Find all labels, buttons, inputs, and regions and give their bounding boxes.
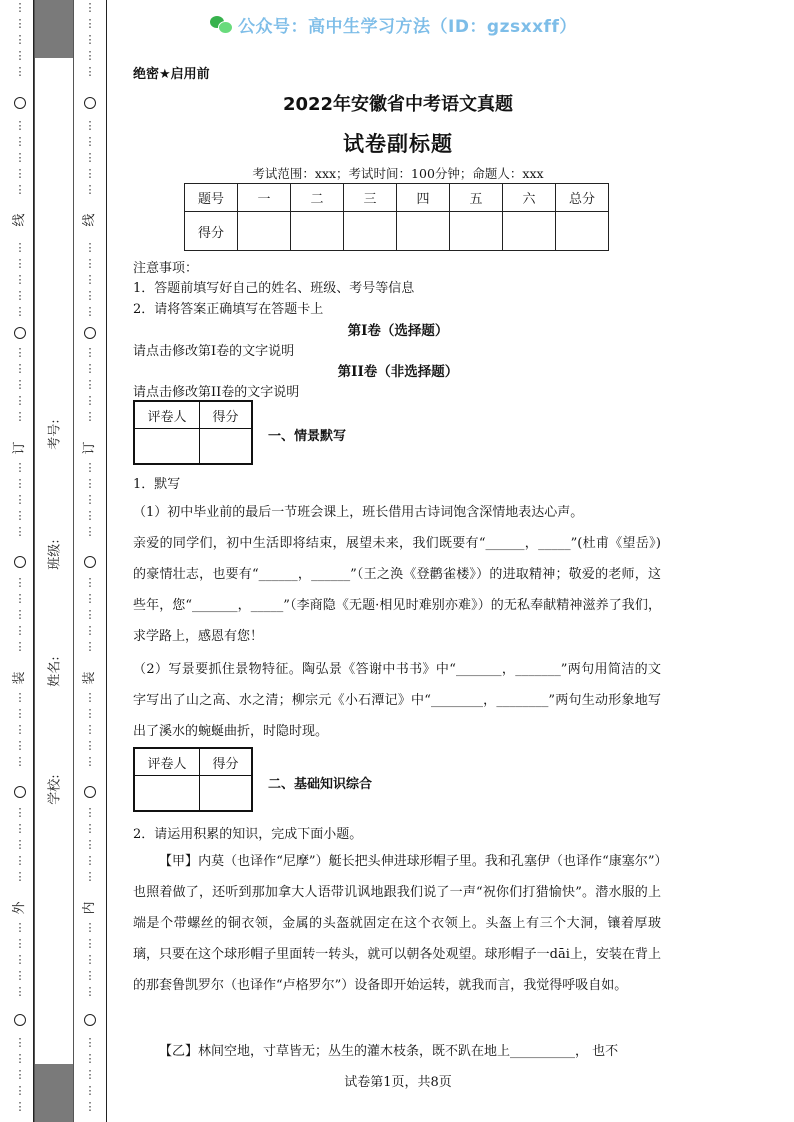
question1-part1-passage: 亲爱的同学们，初中生活即将结束，展望未来，我们既要有“______，_____”(杜甫《望岳》)的豪情壮志，也要有“______，______”（王之涣《登鹳雀楼》）的进取精神；敬爱的老师，这些年，您“_______，_____”（李商隐《无题·相见时难别亦难》）的无私奉献精神滋养了我们，求学路上，感恩有您！ — [133, 536, 661, 644]
score-cell[interactable] — [450, 212, 503, 251]
passage-yi: 【乙】林间空地，寸草皆无；丛生的灌木枝条，既不趴在地上__________， 也不 — [159, 1044, 619, 1059]
volume1-heading: 第I卷（选择题） — [347, 323, 449, 339]
score-cell[interactable] — [503, 212, 556, 251]
dotted-line-outer: ⋮ ⋮ ⋮ ⋮ ⋮ — [14, 461, 26, 538]
dotted-line-outer: ⋮ ⋮ ⋮ ⋮ ⋮ — [14, 806, 26, 883]
cut-mark-bind: 装 — [12, 671, 27, 685]
score-cell[interactable] — [556, 212, 609, 251]
question1-part1-intro: （1）初中毕业前的最后一节班会课上，班长借用古诗词饱含深情地表达心声。 — [133, 505, 584, 520]
dotted-line-inner: ⋮ ⋮ ⋮ ⋮ ⋮ — [84, 1, 96, 78]
grader-score-cell[interactable] — [200, 429, 253, 465]
binding-circle — [14, 327, 26, 339]
label-class: 班级: — [47, 539, 63, 570]
gray-block-top — [35, 0, 73, 58]
question1-part2: （2）写景要抓住景物特征。陶弘景《答谢中书书》中“_______，_______”两句用简洁的文字写出了山之高、水之清；柳宗元《小石潭记》中“________，________”两句生动形象地写出了溪水的蜿蜒曲折，时隐时现。 — [133, 662, 661, 739]
notice-item: 2．请将答案正确填写在答题卡上 — [133, 302, 324, 317]
grader-reviewer-cell[interactable] — [134, 429, 200, 465]
dotted-line-inner: ⋮ ⋮ ⋮ ⋮ ⋮ — [84, 119, 96, 196]
exam-title: 2022年安徽省中考语文真题 — [282, 94, 514, 115]
dotted-line-inner: ⋮ ⋮ ⋮ ⋮ ⋮ — [84, 346, 96, 423]
score-table-header-row — [185, 184, 609, 212]
page-footer: 试卷第1页，共8页 — [344, 1075, 452, 1090]
cut-mark-order: 订 — [12, 441, 27, 455]
binding-circle — [84, 1014, 96, 1026]
cut-mark-order: 订 — [82, 441, 97, 455]
margin-rule — [106, 0, 107, 1122]
grader-score-label: 得分 — [200, 748, 253, 776]
cut-mark-line: 线 — [12, 213, 27, 227]
score-cell[interactable] — [344, 212, 397, 251]
score-table-header: 题号 — [185, 184, 238, 212]
passage-jia: 【甲】内莫（也译作“尼摩”）艇长把头伸进球形帽子里。我和孔塞伊（也译作“康塞尔”）也照着做了，还听到那加拿大人语带讥讽地跟我们说了一声“祝你们打猎愉快”。潜水服的上端是个带螺丝的铜衣领，金属的头盔就固定在这个衣领上。头盔上有三个大洞，镶着厚玻璃，只要在这个球形帽子里面转一转头，就可以朝各处观望。球形帽子一dāi上，安装在背上的那套鲁凯罗尔（也译作“卢格罗尔”）设备即开始运转，就我而言，我觉得呼吸自如。 — [133, 854, 661, 993]
dotted-line-inner: ⋮ ⋮ ⋮ ⋮ ⋮ — [84, 461, 96, 538]
dotted-line-inner: ⋮ ⋮ ⋮ ⋮ ⋮ — [84, 691, 96, 768]
score-table-header: 总分 — [556, 184, 609, 212]
score-table-header: 一 — [238, 184, 291, 212]
dotted-line-outer: ⋮ ⋮ ⋮ ⋮ ⋮ — [14, 346, 26, 423]
exam-info: 考试范围：xxx；考试时间：100分钟；命题人：xxx — [252, 166, 544, 181]
score-table-score-row — [185, 212, 609, 251]
label-school: 学校: — [47, 774, 63, 805]
score-cell[interactable] — [238, 212, 291, 251]
grader-reviewer-label: 评卷人 — [134, 748, 200, 776]
cut-mark-outside: 外 — [12, 901, 27, 915]
score-table-header: 六 — [503, 184, 556, 212]
dotted-line-inner: ⋮ ⋮ ⋮ ⋮ ⋮ — [84, 1036, 96, 1113]
cut-mark-inside: 内 — [82, 901, 97, 915]
grader-box — [133, 747, 253, 812]
dotted-line-inner: ⋮ ⋮ ⋮ ⋮ ⋮ — [84, 806, 96, 883]
dotted-line-inner: ⋮ ⋮ ⋮ ⋮ ⋮ — [84, 241, 96, 318]
secret-mark: 绝密★启用前 — [133, 67, 210, 82]
dotted-line-outer: ⋮ ⋮ ⋮ ⋮ ⋮ — [14, 921, 26, 998]
wechat-account-text: 公众号：高中生学习方法（ID：gzsxxff） — [238, 16, 577, 37]
score-table-header: 四 — [397, 184, 450, 212]
question1-label: 1．默写 — [133, 477, 181, 492]
section2-title: 二、基础知识综合 — [268, 777, 373, 792]
score-table — [184, 183, 609, 251]
binding-circle — [84, 786, 96, 798]
wechat-banner — [210, 12, 577, 36]
cut-mark-line: 线 — [82, 213, 97, 227]
cut-mark-bind: 装 — [82, 671, 97, 685]
volume2-desc[interactable]: 请点击修改第II卷的文字说明 — [133, 385, 300, 400]
label-name: 姓名: — [47, 656, 63, 687]
wechat-icon — [210, 15, 232, 33]
dotted-line-outer: ⋮ ⋮ ⋮ ⋮ ⋮ — [14, 1, 26, 78]
section1-title: 一、情景默写 — [268, 429, 347, 444]
binding-circle — [14, 556, 26, 568]
binding-circle — [84, 97, 96, 109]
exam-subtitle: 试卷副标题 — [343, 132, 453, 156]
dotted-line-outer: ⋮ ⋮ ⋮ ⋮ ⋮ — [14, 691, 26, 768]
score-cell[interactable] — [397, 212, 450, 251]
grader-reviewer-label: 评卷人 — [134, 401, 200, 429]
question2-label: 2．请运用积累的知识，完成下面小题。 — [133, 827, 363, 842]
score-table-header: 三 — [344, 184, 397, 212]
dotted-line-inner: ⋮ ⋮ ⋮ ⋮ ⋮ — [84, 576, 96, 653]
dotted-line-outer: ⋮ ⋮ ⋮ ⋮ ⋮ — [14, 576, 26, 653]
gray-block-bottom — [35, 1064, 73, 1122]
grader-score-label: 得分 — [200, 401, 253, 429]
binding-circle — [14, 786, 26, 798]
volume2-heading: 第II卷（非选择题） — [337, 364, 459, 380]
score-cell[interactable] — [291, 212, 344, 251]
dotted-line-inner: ⋮ ⋮ ⋮ ⋮ ⋮ — [84, 921, 96, 998]
grader-box — [133, 400, 253, 465]
binding-circle — [84, 327, 96, 339]
grader-score-cell[interactable] — [200, 776, 253, 812]
score-table-header: 二 — [291, 184, 344, 212]
grader-reviewer-cell[interactable] — [134, 776, 200, 812]
volume1-desc[interactable]: 请点击修改第I卷的文字说明 — [133, 344, 295, 359]
dotted-line-outer: ⋮ ⋮ ⋮ ⋮ ⋮ — [14, 1036, 26, 1113]
binding-circle — [14, 97, 26, 109]
binding-circle — [14, 1014, 26, 1026]
dotted-line-outer: ⋮ ⋮ ⋮ ⋮ ⋮ — [14, 241, 26, 318]
binding-circle — [84, 556, 96, 568]
label-exam-number: 考号: — [47, 419, 63, 450]
dotted-line-outer: ⋮ ⋮ ⋮ ⋮ ⋮ — [14, 119, 26, 196]
score-table-header: 五 — [450, 184, 503, 212]
notice-title: 注意事项： — [133, 261, 199, 276]
notice-item: 1．答题前填写好自己的姓名、班级、考号等信息 — [133, 281, 415, 296]
score-table-row-label: 得分 — [185, 212, 238, 251]
